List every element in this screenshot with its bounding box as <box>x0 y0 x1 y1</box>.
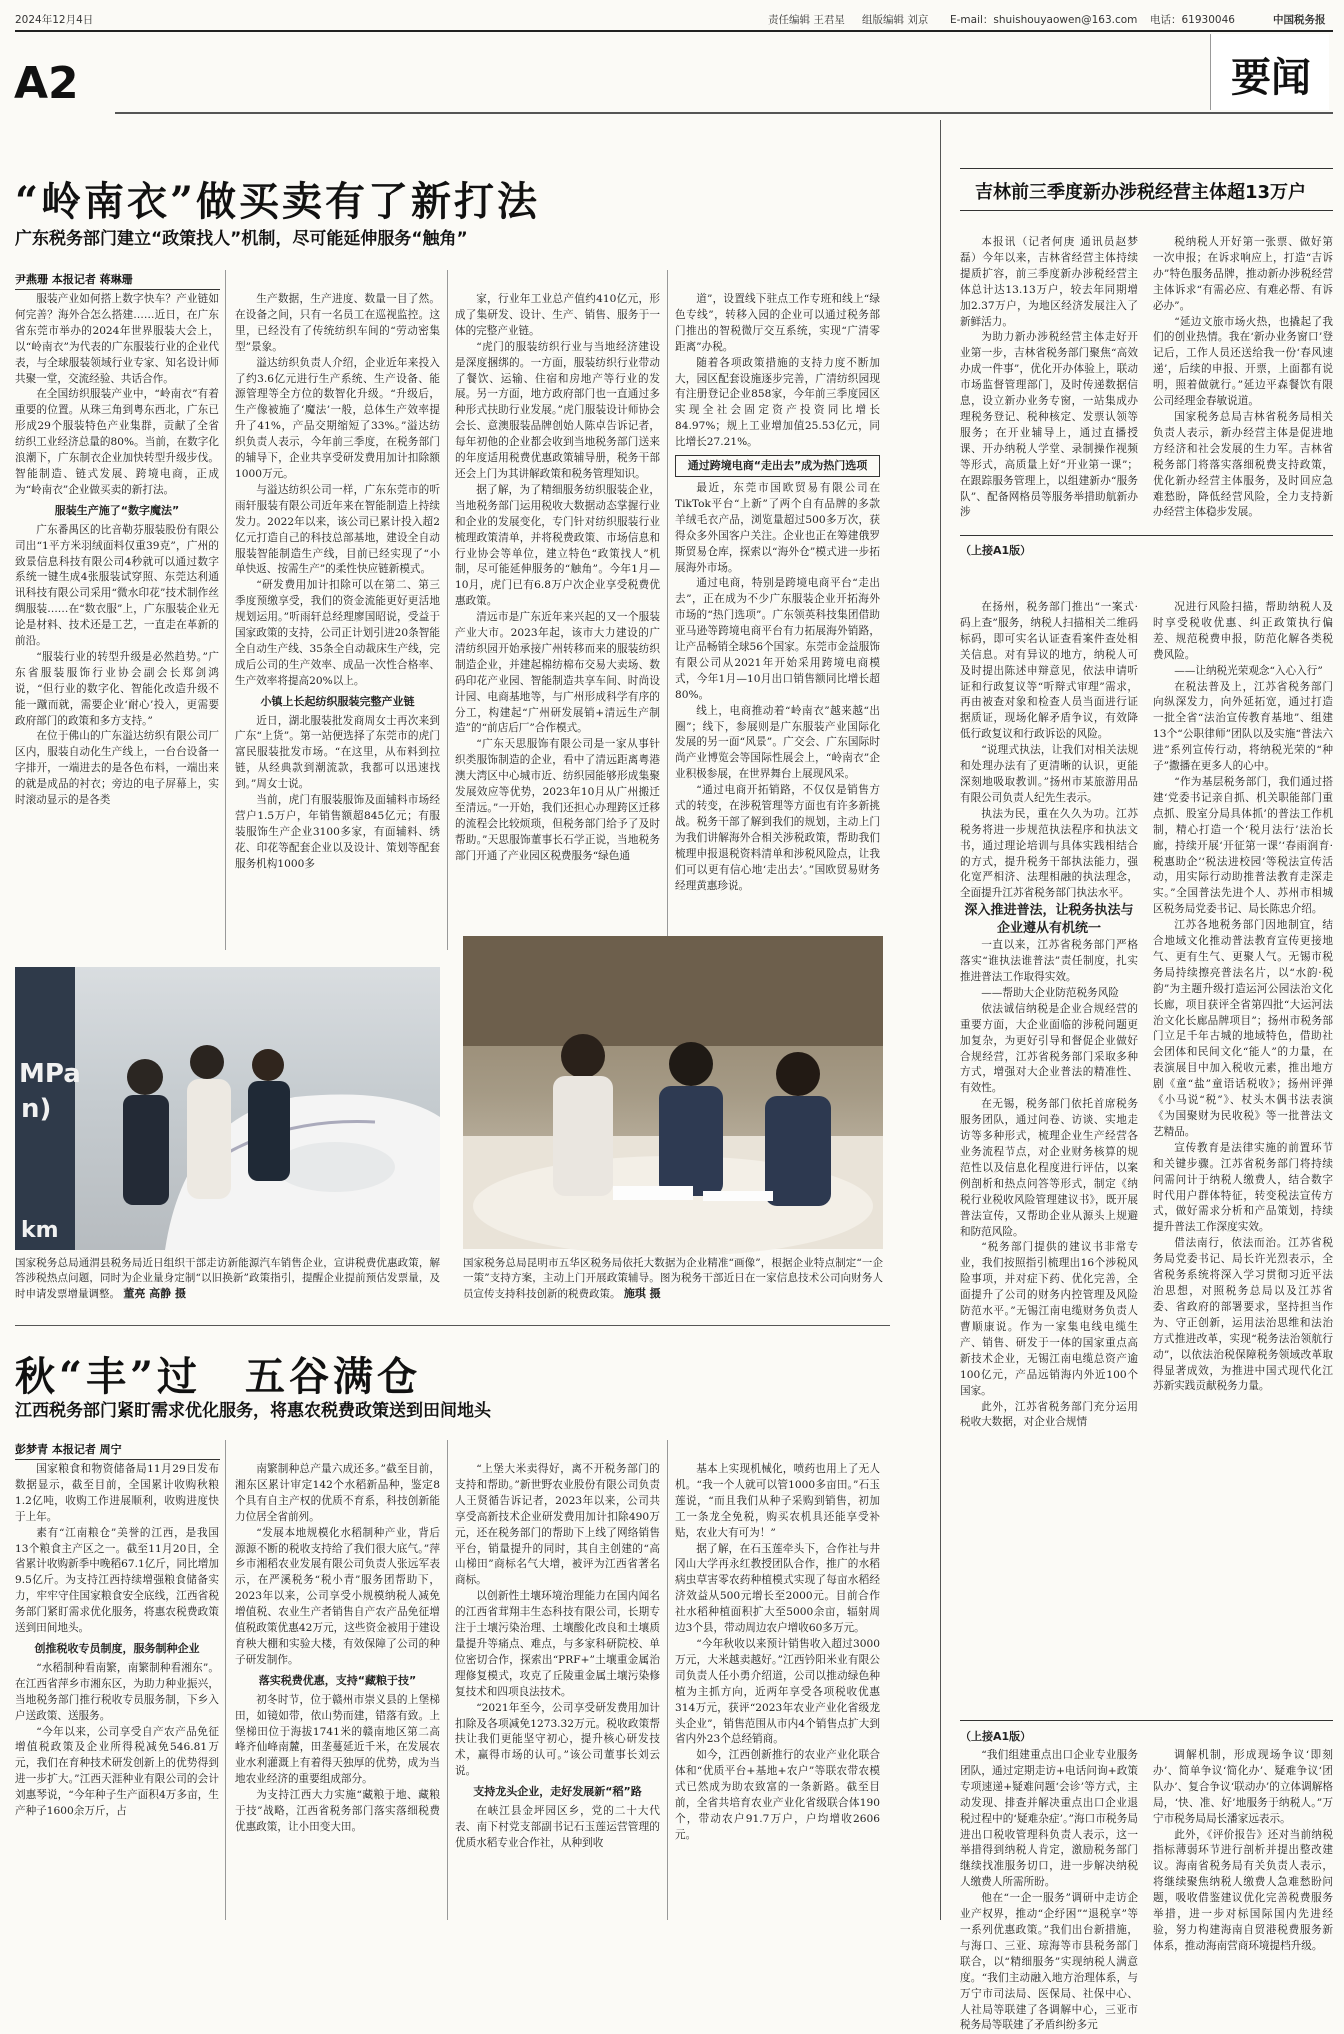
paragraph: 为支持江西大力实施“藏粮于地、藏粮于技”战略，江西省税务部门落实落细税费优惠政策，让小田变大田。 <box>235 1789 440 1833</box>
column-rule <box>225 270 226 950</box>
paragraph: “研发费用加计扣除可以在第二、第三季度预缴享受，我们的资金流能更好更活地规划运用。”听雨轩总经理廖国昭说，受益于国家政策的支持，公司正计划引进20条智能全自动生产线、35条全自动裁床生产线，完成后公司的生产效率、成品一次性合格率、生产效率将提高20%以上。 <box>235 579 440 687</box>
layout-editor: 组版编辑 刘京 <box>862 14 929 26</box>
side1-column-2 <box>1153 235 1333 545</box>
side3-column-2 <box>1153 1748 1333 1952</box>
phone: 电话：61930046 <box>1150 14 1235 26</box>
section-rule <box>115 112 1333 114</box>
story1-title: “岭南衣”做买卖有了新打法 <box>15 178 541 225</box>
page-number: A2 <box>14 58 79 109</box>
paragraph: 与溢达纺织公司一样，广东东莞市的听雨轩服装有限公司近年来在智能制造上持续发力。2022年以来，该公司已累计投入超2亿元打造自己的科技总部基地，建设全自动服装智能制造生产线，目前已经实现了“小单快返、按需生产”的柔性快应链新模式。 <box>235 483 440 576</box>
story2-column-3 <box>455 1462 660 1920</box>
story1-column-1 <box>15 292 219 952</box>
paragraph: 在全国纺织服装产业中，“岭南衣”有着重要的位置。从珠三角到粤东西北，广东已形成29个服装特色产业集群，贡献了全省纺织工业经济总量的80%。当前，在数字化浪潮下，广东制衣企业加快转型升级步伐。智能制造、链式发展、跨境电商，正成为“岭南衣”企业做买卖的新打法。 <box>15 388 219 496</box>
side1-title: 吉林前三季度新办涉税经营主体超13万户 <box>975 182 1307 203</box>
paragraph: 广东番禺区的比音勒芬服装股份有限公司出“1平方米羽绒面料仅重39克”，广州的致景信息科技有限公司4秒就可以通过数字系统一键生成4张服装试穿照、东莞达利通讯科技有限公司采用“微水印花”技术制作丝绸服装……在“数衣服”上，广东服装企业无论是材料、技术还是工艺，一直走在革新的前沿。 <box>15 523 219 648</box>
paragraph: 本报讯（记者何庚 通讯员赵梦磊）今年以来，吉林省经营主体持续提质扩容，前三季度新办涉税经营主体总计达13.13万户，较去年同期增加2.37万户，为地区经济发展注入了新鲜活力。 <box>960 236 1138 328</box>
photo-car-dealership <box>15 967 440 1250</box>
paragraph: 据了解，在石玉莲牵头下，合作社与井冈山大学再永红教授团队合作，推广的水稻病虫草害零农药种植模式实现了每亩水稻经济效益从500元增长至2000元。目前合作社水稻种植面积扩大至5000余亩，辐射周边3个县，带动周边农户增收60多万元。 <box>675 1542 880 1635</box>
paragraph: 此外，江苏省税务部门充分运用税收大数据，对企业合规情 <box>960 1400 1138 1429</box>
paragraph: 家，行业年工业总产值约410亿元，形成了集研发、设计、生产、销售、服务于一体的完整产业链。 <box>455 293 660 337</box>
story2-column-1 <box>15 1462 219 1920</box>
paragraph: 国家粮食和物资储备局11月29日发布数据显示，截至目前，全国累计收购秋粮1.2亿吨，收购工作进展顺利，收购进度快于上年。 <box>15 1463 219 1523</box>
paragraph: 最近，东莞市国欧贸易有限公司在TikTok平台“上新”了两个自有品牌的多款羊绒毛衣产品，浏览量超过500多万次，获得众多外国客户关注。企业也正在筹建俄罗斯贸易仓库，探索以“海外仓”模式进一步拓展海外市场。 <box>675 481 880 574</box>
byline-rule <box>15 1459 220 1460</box>
side1-column-1 <box>960 235 1138 545</box>
photo2-caption <box>463 1256 883 1316</box>
subheading: 支持龙头企业，走好发展新“稻”路 <box>473 1785 642 1799</box>
paragraph: 税纳税人开好第一张票、做好第一次申报；在诉求响应上，打造“吉诉办”特色服务品牌，推动新办涉税经营主体诉求“有需必应、有难必帮、有诉必办”。 <box>1153 236 1333 312</box>
subheading: 落实税费优惠，支持“藏粮于技” <box>258 1673 417 1687</box>
editor: 责任编辑 王君星 <box>768 14 845 26</box>
paragraph: ——帮助大企业防范税务风险 <box>981 986 1119 999</box>
side2-column-2 <box>1153 600 1333 1715</box>
paragraph: “作为基层税务部门，我们通过搭建‘党委书记亲自抓、机关职能部门重点抓、股室分局具体抓’的普法工作机制，精心打造一个‘税月法行’法治长廊，持续开展‘开征第一课’‘春雨润育·税惠助企’‘税法进校园’等税法宣传活动，用实际行动助推普法教育走深走实。”全国普法先进个人、苏州市相城区税务局党委书记、局长陈忠介绍。 <box>1153 775 1333 916</box>
paragraph: 在税法普及上，江苏省税务部门向纵深发力，向外延拓宽，通过打造一批全省“法治宣传教育基地”、组建13个“公职律师”团队以及实施“普法六进”系列宣传行动，将纳税光荣的“种子”撒播在更多人的心中。 <box>1153 680 1333 773</box>
column-rule <box>667 270 668 950</box>
paragraph: “今年秋收以来预计销售收入超过3000万元，大米越卖越好。”江西钤阳米业有限公司负责人任小勇介绍道，公司以推动绿色种植为主抓方向，近两年享受各项税收优惠314万元，获评“2023年农业产业化省级龙头企业”，销售范围从市内4个销售点扩大到省内外23个总经销商。 <box>675 1637 880 1746</box>
subheading: 创推税收专员制度，服务制种企业 <box>34 1641 200 1655</box>
paragraph: 以创新性土壤环境治理能力在国内闻名的江西省茸翔丰生态科技有限公司，长期专注于土壤污染治理、土壤酸化改良和土壤质量提升等痛点、难点，与多家科研院校、单位密切合作，探索出“PRF+”土壤重金属治理修复模式，攻克了丘陵重金属土壤污染修复技术和四项良法技术。 <box>455 1590 660 1698</box>
column-rule <box>447 270 448 950</box>
paragraph: ——让纳税光荣观念“入心入行” <box>1174 664 1323 677</box>
paragraph: “发展本地规模化水稻制种产业，背后源源不断的税收支持给了我们很大底气。”萍乡市湘稻农业发展有限公司负责人张远军表示，在严溪税务“税小青”服务团帮助下，2023年以来，公司享受小规模纳税人减免增值税、农业生产者销售自产农产品免征增值税政策优惠42万元，这些资金被用于建设育秧大棚和实验大楼，有效保障了公司的种子研发制作。 <box>235 1526 440 1666</box>
paragraph: 生产数据，生产进度、数量一目了然。在设备之间，只有一名员工在巡视监控。这里，已经没有了传统纺织车间的“劳动密集型”景象。 <box>235 293 440 353</box>
paragraph: “说理式执法，让我们对相关法规和处理办法有了更清晰的认识，更能深刻地吸取教训。”扬州市某旅游用品有限公司负责人纪先生表示。 <box>960 744 1138 804</box>
paragraph: 调解机制，形成现场争议‘即刻办’、简单争议‘简化办’、疑难争议‘团队办’、复合争议‘联动办’的立体调解格局，‘快、准、好’地服务于纳税人。”万宁市税务局局长潘家远表示。 <box>1153 1749 1333 1825</box>
story-divider <box>15 1325 890 1326</box>
continued-tag: （上接A1版） <box>960 544 1032 557</box>
paragraph: 况进行风险扫描，帮助纳税人及时享受税收优惠、纠正政策执行偏差、规范税费申报，防范化解各类税费风险。 <box>1153 601 1333 661</box>
paragraph: 基本上实现机械化，喷药也用上了无人机。“我一个人就可以管1000多亩田。”石玉莲说，“而且我们从种子采购到销售，初加工一条龙全免税，购买农机具还能享受补贴，农业大有可为！” <box>675 1463 880 1539</box>
story1-subtitle: 广东税务部门建立“政策找人”机制，尽可能延伸服务“触角” <box>15 229 468 249</box>
story1-column-2 <box>235 292 440 952</box>
svg-text:MPa: MPa <box>19 1059 81 1089</box>
paragraph: 在位于佛山的广东溢达纺织有限公司厂区内，服装自动化生产线上，一台台设备一字排开，一端进去的是各色布料，一端出来的就是成品的衬衣；旁边的电子屏幕上，实时滚动显示的是各类 <box>15 730 219 807</box>
paragraph: 溢达纺织负责人介绍，企业近年来投入了约3.6亿元进行生产系统、生产设备、能源管理等全方位的数智化升级。“升级后，生产像被施了‘魔法’一般，总体生产效率提升了41%，产品交期缩短了33%。”溢达纺织负责人表示，今年前三季度，在税务部门的辅导下，企业共享受研发费用加计扣除额1000万元。 <box>235 356 440 480</box>
paragraph: “上堡大米卖得好，离不开税务部门的支持和帮助。”新世野农业股份有限公司负责人王贤循告诉记者，2023年以来，公司共享受高新技术企业研发费用加计扣除490万元，还在税务部门的帮助下上线了网络销售平台，销量提升的同时，其自主创建的“高山梯田”商标名气大增，被评为江西省著名商标。 <box>455 1463 660 1587</box>
story2-column-4 <box>675 1462 880 1920</box>
paragraph: 此外，《评价报告》还对当前纳税指标薄弱环节进行剖析并提出整改建议。海南省税务局有关负责人表示，将继续聚焦纳税人缴费人急难愁盼问题，吸收借鉴建议优化完善税费服务举措，进一步对标国际国内先进经验，努力构建海南自贸港税费服务新体系，推动海南营商环境提档升级。 <box>1153 1828 1333 1952</box>
story1-column-3 <box>455 292 660 952</box>
paragraph: 在无锡，税务部门依托首席税务服务团队，通过问卷、访谈、实地走访等多种形式，梳理企业生产经营各业务流程节点，对企业财务核算的规范性以及信息化程度进行评估，以案例剖析和热点问答等形式，制定《纳税行业税收风险管理建议书》，既开展普法宣传，又帮助企业从源头上规避和防范风险。 <box>960 1098 1138 1238</box>
paragraph: 服装产业如何搭上数字快车？产业链如何完善？海外合怎么搭建……近日，在广东省东莞市举办的2024年世界服装大会上，以“岭南衣”为代表的广东服装行业的企业代表，与全球服装领域行业专家、知名设计师共聚一堂，交流经验、共话合作。 <box>15 293 219 385</box>
paragraph: 初冬时节，位于赣州市崇义县的上堡梯田，如镜如带，依山势而建，错落有致。上堡梯田位于海拔1741米的赣南地区第二高峰齐仙峰南麓，田垄蔓延近千米，在发展农业水利灌溉上有着得天独厚的优势，成为当地农业经济的重要组成部分。 <box>235 1693 440 1786</box>
paper-name: 中国税务报 <box>1273 14 1326 26</box>
photo-credit: 施琪 摄 <box>623 1287 661 1300</box>
paragraph: 执法为民，重在久久为功。江苏税务将进一步规范执法程序和执法文书，通过理论培训与具体实践相结合的方式，提升税务干部执法能力，强化宽严相济、法理相融的执法理念，全面提升江苏省税务部门执法水平。 <box>960 807 1138 900</box>
paragraph: 宣传教育是法律实施的前置环节和关键步骤。江苏省税务部门将持续问需问计于纳税人缴费人，结合数字时代用户群体特征，转变税法宣传方式，做好需求分析和产品策划，持续提升普法工作深度实效。 <box>1153 1141 1333 1234</box>
story1-byline: 尹燕珊 本报记者 蒋琳珊 <box>15 273 133 286</box>
paragraph: 线上，电商推动着“岭南衣”越来越“出圈”；线下，参展则是广东服装产业国际化发展的另一面“风景”。广交会、广东国际时尚产业博览会等国际性展会上，“岭南衣”企业积极参展，在世界舞台上展现风采。 <box>675 704 880 781</box>
photo1-caption <box>15 1256 440 1316</box>
photo-credit: 董亮 高静 摄 <box>123 1287 187 1300</box>
story2-subtitle: 江西税务部门紧盯需求优化服务，将惠农税费政策送到田间地头 <box>15 1401 491 1421</box>
paragraph: “虎门的服装纺织行业与当地经济建设是深度捆绑的。一方面，服装纺织行业带动了餐饮、运输、住宿和房地产等行业的发展。另一方面，地方政府部门也一直通过多种形式扶助行业发展。”虎门服装设计师协会会长、意澳服装品牌创始人陈卓告诉记者，每年初他的企业都会收到当地税务部门送来的年度适用税费优惠政策辅导册，税务干部还会上门为其讲解政策和税务管理知识。 <box>455 340 660 480</box>
rule <box>960 535 1333 536</box>
paragraph: “通过电商开拓销路，不仅仅是销售方式的转变，在涉税管理等方面也有许多新挑战。税务干部了解到我们的规划，主动上门为我们讲解海外合相关涉税政策，帮助我们梳理申报退税资料清单和涉税风险点，让我们可以更有信心地‘走出去’。”国欧贸易财务经理黄惠珍说。 <box>675 784 880 892</box>
section-label-box <box>1210 34 1329 110</box>
story2-title: 秋“丰”过 五谷满仓 <box>15 1353 422 1400</box>
paragraph: 江苏各地税务部门因地制宜，结合地域文化推动普法教育宣传更接地气、更有生气、更聚人气。无锡市税务局持续擦亮普法名片，以“水韵·税韵”为主题升级打造运河公园法治文化长廊，项目获评全省第四批“大运河法治文化长廊品牌项目”；扬州市税务部门立足千年古城的地域特色，借助社会团体和民间文化“能人”的力量，在表演展目中加入税收元素，推出地方剧《童“盐”童语话税收》；扬州评弹《小马说“税”》、杖头木偶书法表演《为国聚财为民收税》等一批普法文艺精品。 <box>1153 919 1333 1138</box>
paragraph: 国家税务总局吉林省税务局相关负责人表示，新办经营主体是促进地方经济和社会发展的生力军。吉林省税务部门将落实落细税费支持政策，优化新办经营主体服务，及时回应急难愁盼，降低经营风险，全力支持新办经营主体稳步发展。 <box>1153 410 1333 519</box>
paragraph: 借法南行，依法而治。江苏省税务局党委书记、局长许光烈表示，全省税务系统将深入学习贯彻习近平法治思想，对照税务总局以及江苏省委、省政府的部署要求，坚持担当作为、守正创新，运用法治思维和法治方式推进改革，实现“税务法治领航行动”，以依法治税保障税务领域改革取得显著成效，为推进中国式现代化江苏新实践贡献税务力量。 <box>1153 1237 1333 1393</box>
subheading-box: 通过跨境电商“走出去”成为热门选项 <box>675 455 880 477</box>
story2-byline: 彭梦青 本报记者 周宁 <box>15 1443 122 1456</box>
sidebar-divider <box>940 120 941 1920</box>
photo-tax-office <box>463 936 883 1249</box>
header-rule <box>15 30 1333 32</box>
column-rule <box>447 1440 448 1920</box>
paragraph: 在峡江县金坪园区乡，党的二十大代表、南下村党支部副书记石玉莲运营管理的优质水稻专业合作社，从种到收 <box>455 1805 660 1849</box>
section-label: 要闻 <box>1231 54 1311 101</box>
rule <box>960 168 1333 169</box>
paragraph: “2021年至今，公司享受研发费用加计扣除及各项减免1273.32万元。税收政策帮扶让我们更能坚守初心，提升核心研发技术，赢得市场的认可。”该公司董事长刘云说。 <box>455 1701 660 1778</box>
paragraph: 他在“一企一服务”调研中走访企业产权界，推动“企纾困”“退税享”等一系列优惠政策。”我们出台新措施，与海口、三亚、琼海等市县税务部门联合，以“精细服务”实现纳税人满意度。“我们主动融入地方治理体系，与万宁市司法局、医保局、社保中心、人社局等联建了各调解中心，三亚市税务局等联建了矛盾纠纷多元 <box>960 1892 1138 2032</box>
paragraph: 素有“江南粮仓”美誉的江西，是我国13个粮食主产区之一。截至11月20日，全省累计收购新季中晚稻67.1亿斤，同比增加9.5亿斤。为支持江西持续增强粮食储备实力，牢牢守住国家粮食安全底线，江西省税务部门紧盯需求优化服务，将惠农税费政策送到田间地头。 <box>15 1526 219 1635</box>
paragraph: 依法诚信纳税是企业合规经营的重要方面，大企业面临的涉税问题更加复杂，为更好引导和督促企业做好合规经营，江苏省税务部门采取多种方式，增强对大企业普法的精准性、有效性。 <box>960 1002 1138 1095</box>
paragraph: 清远市是广东近年来兴起的又一个服装产业大市。2023年起，该市大力建设的广清纺织园开始承接广州转移而来的服装纺织制造企业，并建起棉纺棉布交易大卖场、数码印花产业园、智能制造共享车间、时尚设计园、电商基地等，与广州形成科学有序的分工，构建起“广州研发展销+清远生产制造”的“前店后厂”合作模式。 <box>455 611 660 735</box>
caption-text: 国家税务总局昆明市五华区税务局依托大数据为企业精准“画像”，根据企业特点制定“一企一策”支持方案，主动上门开展政策辅导。图为税务干部近日在一家信息技术公司向财务人员宣传支持科技创新的税费政策。 <box>463 1257 883 1300</box>
paragraph: 南繁制种总产量六成还多。”截至目前，湘东区累计审定142个水稻新品种，鉴定8个具有自主产权的优质不育系，科技创新能力位居全省前列。 <box>235 1463 440 1523</box>
photo-car-dealership-illustration <box>15 967 440 1250</box>
story1-column-4 <box>675 292 880 952</box>
email: E-mail：shuishouyaowen@163.com <box>950 14 1138 26</box>
paragraph: “水稻制种看南繁，南繁制种看湘东”。在江西省萍乡市湘东区，为助力种业振兴，当地税务部门推行税收专员服务制，下乡入户送政策、送服务。 <box>15 1661 219 1722</box>
side3-column-1 <box>960 1748 1138 2032</box>
column-rule <box>225 1440 226 1920</box>
svg-text:n): n) <box>21 1094 52 1124</box>
subheading: 小镇上长起纺织服装完整产业链 <box>260 694 415 708</box>
rule <box>960 1720 1333 1721</box>
paragraph: 如今，江西创新推行的农业产业化联合体和“优质平台+基地+农户”等联农带农模式已然成为助农致富的一条新路。截至目前，全省共培育农业产业化省级联合体190个，带动农户91.7万户，户均增收2606元。 <box>675 1749 880 1841</box>
header-bar <box>15 10 1333 30</box>
paragraph: 道”，设置线下驻点工作专班和线上“绿色专线”，转移入园的企业可以通过税务部门推出的智税微厅交互系统，实现“广清零距离”办税。 <box>675 293 880 353</box>
side2-column-1 <box>960 600 1138 1715</box>
paragraph: “税务部门提供的建议书非常专业，我们按照指引梳理出16个涉税风险事项，并对症下药、优化完善，全面提升了公司的财务内控管理及风险防范水平。”无锡江南电缆财务负责人曹顺康说。作为一家集电线电缆生产、销售、研发于一体的国家重点高新技术企业，无锡江南电缆总资产逾100亿元，产品远销海内外近100个国家。 <box>960 1241 1138 1397</box>
paragraph: 据了解，为了精细服务纺织服装企业，当地税务部门运用税收大数据动态掌握行业和企业的发展变化，专门针对纺织服装行业梳理政策清单，并将税费政策、市场信息和行业协会等单位，建立特色“政策找人”机制，尽可能延伸服务的“触角”。今年1月—10月，虎门已有6.8万户次企业享受税费优惠政策。 <box>455 483 660 608</box>
paragraph: 近日，湖北服装批发商周女士再次来到广东“上货”。第一站便选择了东莞市的虎门富民服装批发市场。“在这里，从布料到拉链，从经典款到潮流款，我都可以迅速找到。”周女士说。 <box>235 714 440 791</box>
paragraph: “今年以来，公司享受自产农产品免征增值税政策及企业所得税减免546.81万元，我们在育种技术研发创新上的优势得到进一步扩大。”江西天涯种业有限公司的会计刘惠琴说，“今年种子生产面积4万多亩，生产种子1600余万斤，占 <box>15 1725 219 1818</box>
story2-column-2 <box>235 1462 440 1920</box>
paragraph: “我们组建重点出口企业专业服务团队，通过定期走访+电话问询+政策专项速递+疑难问题‘会诊’等方式，主动发现、排查并解决重点出口企业退税过程中的‘疑难杂症’。”海口市税务局进出口税收管理科负责人表示，这一举措得到纳税人肯定，激励税务部门继续找准服务切口，进一步解决纳税人缴费人所需所盼。 <box>960 1749 1138 1889</box>
byline-rule <box>15 289 220 290</box>
paragraph: “广东天思服饰有限公司是一家从事针织类服饰制造的企业，看中了清远距离粤港澳大湾区中心城市近、纺织园能够形成集聚发展效应等优势，2023年10月从广州搬迁至清远。”一开始，我们还担心办理跨区迁移的流程会比较烦琐，但税务部门给予了及时帮助。”天思服饰董事长石学正说，当地税务部门开通了产业园区税费服务“绿色通 <box>455 738 660 862</box>
issue-date: 2024年12月4日 <box>15 14 94 26</box>
paragraph: 在扬州，税务部门推出“一案式·码上查”服务，纳税人扫描相关二维码标码，即可实名认证查看案件查处相关信息。对有异议的地方，纳税人可及时提出陈述申辩意见，依法申请听证和行政复议等“听辩式审理”需求，再由被查对象和检查人员当面进行证据质证，现场化解矛盾争议，有效降低行政复议和行政诉讼的风险。 <box>960 601 1138 741</box>
paragraph: 通过电商，特别是跨境电商平台“走出去”，正在成为不少广东服装企业开拓海外市场的“热门选项”。广东领英科技集团借助亚马逊等跨境电商平台有力拓展海外销路，让产品畅销全球56个国家。东莞市金益服饰有限公司从2021年开始采用跨境电商模式，今年1月—10月出口销售额同比增长超80%。 <box>675 577 880 701</box>
paragraph: “服装行业的转型升级是必然趋势。”广东省服装服饰行业协会副会长郑剑鸿说，“但行业的数字化、智能化改造升级不能一蹴而就，需要企业‘耐心’投入，更需要政府部门的政策和多方支持。” <box>15 650 219 727</box>
paragraph: 当前，虎门有服装服饰及面辅料市场经营户1.5万户，年销售额超845亿元；有服装服饰生产企业3100多家，有面辅料、绣花、印花等配套企业以及设计、策划等配套服务机构1000多 <box>235 794 440 870</box>
column-rule <box>667 1440 668 1920</box>
caption-text: 国家税务总局通渭县税务局近日组织干部走访新能源汽车销售企业，宣讲税费优惠政策，解答涉税热点问题，同时为企业量身定制“以旧换新”政策指引，提醒企业提前预估发票量，及时申请发票增量调整。 <box>15 1257 440 1300</box>
rule <box>960 210 1333 211</box>
continued-tag: （上接A1版） <box>960 1730 1032 1743</box>
subheading: 深入推进普法，让税务执法与企业遵从有机统一 <box>964 903 1134 937</box>
paragraph: 一直以来，江苏省税务部门严格落实“谁执法谁普法”责任制度，扎实推进普法工作取得实效。 <box>960 939 1138 984</box>
svg-text:km: km <box>21 1218 59 1243</box>
paragraph: 为助力新办涉税经营主体走好开业第一步，吉林省税务部门聚焦“高效办成一件事”，优化开办体验上，联动市场监督管理部门，及时传递数据信息，设立新办业务专窗，一站集成办理税务登记、税种核定、发票认领等服务；在开业辅导上，通过直播授课、开办纳税人学堂、录制操作视频等形式，高质量上好“开业第一课”；在跟踪服务管理上，以组建新办“服务队”、配备网格员等服务举措助航新办涉 <box>960 331 1138 519</box>
photo-tax-office-illustration <box>463 936 883 1249</box>
paragraph: 随着各项政策措施的支持力度不断加大，园区配套设施逐步完善，广清纺织园现有注册登记企业858家，今年前三季度园区实现全社会固定资产投资同比增长84.97%；规上工业增加值25.53亿元，同比增长27.21%。 <box>675 356 880 449</box>
paragraph: “延边文旅市场火热，也撬起了我们的创业热情。我在‘新办业务窗口’登记后，工作人员还送给我一份‘春风速递’，后续的申报、开票，上面都有说明，照着做就行。”延边平森餐饮有限公司经理金春敏说道。 <box>1153 315 1333 408</box>
subheading: 服装生产施了“数字魔法” <box>54 503 180 517</box>
